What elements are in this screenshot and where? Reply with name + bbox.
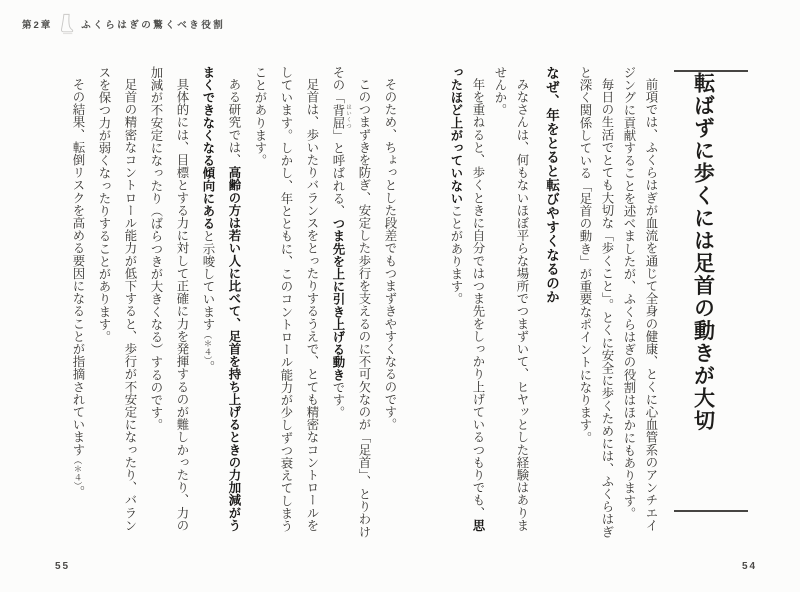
emphasis-text: 思ったほど上がっていない xyxy=(449,66,485,532)
paragraph xyxy=(247,66,325,544)
paragraph xyxy=(91,66,143,544)
paragraph xyxy=(445,66,489,544)
page-number-right: 54 xyxy=(742,561,758,572)
body-text: 。 xyxy=(71,486,85,499)
body-text: その結果、転倒リスクを高める要因になることが指摘されています xyxy=(71,78,85,457)
paragraph xyxy=(377,66,403,544)
body-text: 。 xyxy=(201,360,215,373)
left-page-body-text xyxy=(50,66,403,544)
body-text: 足首の精密なコントロール能力が低下すると、歩行が不安定になったり、バランスを保つ力が弱くなったりすることがあります。 xyxy=(97,66,137,532)
running-header xyxy=(22,13,225,35)
body-text: 」と呼ばれる、 xyxy=(331,129,345,218)
body-text: と示唆しています xyxy=(201,229,215,331)
section-heading xyxy=(539,66,563,544)
paragraph xyxy=(574,66,618,544)
body-text: ことがあります。 xyxy=(449,204,463,306)
footnote-ref: （＊４） xyxy=(73,456,83,487)
body-text: そのため、ちょっとした段差でもつまずきやすくなるのです。 xyxy=(383,78,397,432)
page-title: 転ばずに歩くには足首の動きが大切 xyxy=(691,72,715,432)
header-book-title: ふくらはぎの驚くべき役割 xyxy=(81,20,226,31)
chapter-label: 第2章 xyxy=(22,20,53,31)
page-number-left: 55 xyxy=(55,561,71,572)
footnote-ref: （＊４） xyxy=(203,330,213,361)
paragraph xyxy=(618,66,662,544)
body-text: なぜ、年をとると転びやすくなるのか xyxy=(544,66,559,304)
body-text: ある研究では、 xyxy=(227,78,241,167)
paragraph xyxy=(489,66,533,544)
body-text: このつまずきを防ぎ、安定した歩行を支えるのに不可欠なのが「足首」、とりわけその「 xyxy=(331,66,371,539)
paragraph xyxy=(65,66,91,544)
body-text: 足首は、歩いたりバランスをとったりするうえで、とても精密なコントロールをしています。しかし、年とともに、このコントロール能力が少しずつ衰えてしまうことがあります。 xyxy=(253,66,319,533)
body-text: 年を重ねると、歩くときに自分ではつま先をしっかり上げているつもりでも、 xyxy=(471,78,485,520)
body-text: 毎日の生活でとても大切な「歩くこと」。とくに安全に歩くためには、ふくらはぎと深く関係している「足首の動き」が重要なポイントになります。 xyxy=(578,66,614,539)
right-page-body-text xyxy=(414,66,662,544)
section-title-block xyxy=(668,70,754,512)
emphasis-text: 高齢の方は若い人に比べて、足首を持ち上げるときの力加減がうまくできなくなる傾向にある xyxy=(201,66,241,532)
paragraph xyxy=(325,66,377,544)
title-bottom-rule xyxy=(674,510,748,512)
body-text: 具体的には、目標とする力に対して正確に力を発揮するのが難しかったり、力の加減が不安定になったり（ばらつきが大きくなる）するのです。 xyxy=(149,66,189,532)
body-text: みなさんは、何もないほぼ平らな場所でつまずいて、ヒヤッとした経験はありませんか。 xyxy=(493,66,529,532)
body-text: です。 xyxy=(331,381,345,419)
paragraph xyxy=(195,66,247,544)
body-text: 前項では、ふくらはぎが血流を通じて全身の健康、とくに心血管系のアンチエイジングに貢献することを述べましたが、ふくらはぎの役割はほかにもあります。 xyxy=(622,66,658,532)
foot-icon xyxy=(59,13,74,36)
ruby-text: 背屈 はいくつ xyxy=(331,103,351,130)
emphasis-text: つま先を上に引き上げる動き xyxy=(331,217,345,382)
paragraph xyxy=(143,66,195,544)
